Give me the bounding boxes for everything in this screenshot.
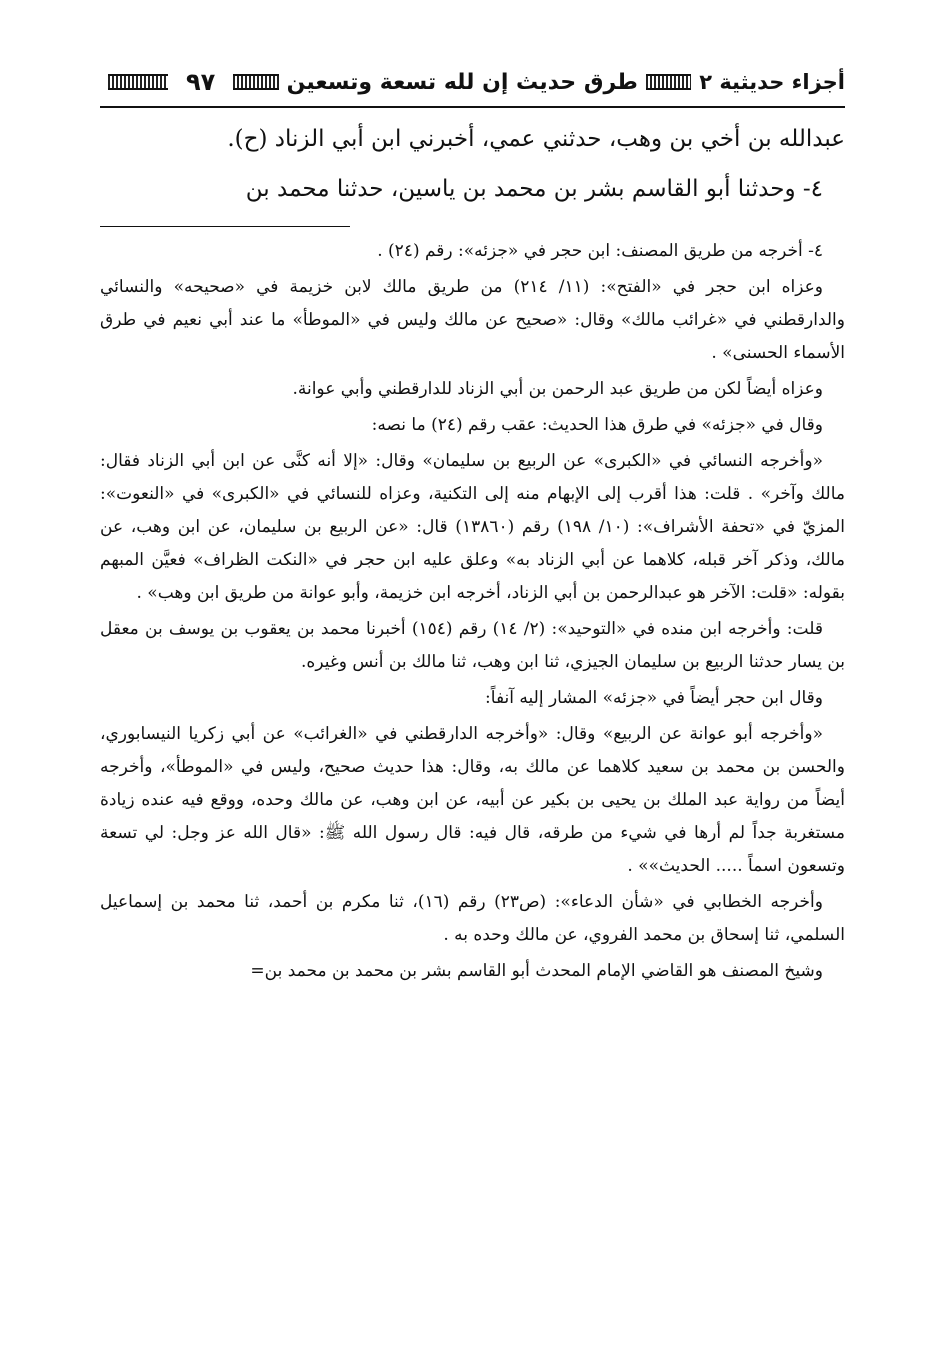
footnote-divider — [100, 226, 350, 227]
footnote-paragraph: «وأخرجه النسائي في «الكبرى» عن الربيع بن سليمان» وقال: «إلا أنه كنَّى عن ابن أبي الزناد فقال: مالك وآخر» . قلت: هذا أقرب إلى الإبهام منه إلى التكنية، وعزاه للنسائي في «الكبرى» في «النعوت»: المزيّ في «تحفة الأشراف»: (١٠/ ١٩٨) رقم (١٣٨٦٠) قال: «عن الربيع بن سليمان، عن ابن وهب، عن مالك، وذكر آخر قبله، كلاهما عن أبي الزناد به» وعلق عليه ابن حجر في «النكت الظراف» فعيَّن المبهم بقوله: «قلت: الآخر هو عبدالرحمن بن أبي الزناد، أخرجه ابن خزيمة، وأبو عوانة من طريق ابن وهب» . — [100, 451, 845, 603]
main-paragraph: ٤- وحدثنا أبو القاسم بشر بن محمد بن ياسين، حدثنا محمد بن — [245, 176, 823, 202]
header-ornament-bar — [233, 74, 278, 90]
book-page — [100, 62, 845, 991]
footnote-paragraph: وقال ابن حجر أيضاً في «جزئه» المشار إليه آنفاً: — [485, 688, 823, 708]
header-ornament-bar — [646, 74, 691, 90]
footnote-paragraph: وأخرجه الخطابي في «شأن الدعاء»: (ص٢٣) رقم (١٦)، ثنا مكرم بن أحمد، ثنا محمد بن إسماعيل السلمي، ثنا إسحاق بن محمد الفروي، عن مالك وحده به . — [100, 892, 845, 945]
footnote-paragraph: وشيخ المصنف هو القاضي الإمام المحدث أبو القاسم بشر بن محمد بن محمد بن= — [250, 961, 823, 981]
footnote-paragraph: «وأخرجه أبو عوانة عن الربيع» وقال: «وأخرجه الدارقطني في «الغرائب» عن أبي زكريا النيسابوري، والحسن بن محمد بن سعيد كلاهما عن مالك به، وقال: هذا حديث صحيح، وليس في «الموطأ»، وأخرجه أيضاً من رواية عبد الملك بن يحيى بن بكير عن أبيه، عن ابن وهب، عن مالك وحده، ووقع فيه عنده زيادة مستغربة جداً لم أرها في شيء من طرقه، قال فيه: قال رسول الله ﷺ: «قال الله عز وجل: لي تسعة وتسعون اسماً ..... الحديث»» . — [100, 724, 845, 876]
footnote-paragraph: وعزاه ابن حجر في «الفتح»: (١١/ ٢١٤) من طريق مالك لابن خزيمة في «صحيحه» والنسائي والدارقطني في «غرائب مالك» وقال: «صحيح عن مالك وليس في «الموطأ» ما عند أبي نعيم في طرق الأسماء الحسنى» . — [100, 277, 845, 363]
footnote-paragraph: ٤- أخرجه من طريق المصنف: ابن حجر في «جزئه»: رقم (٢٤) . — [377, 241, 823, 261]
main-text — [100, 114, 845, 214]
header-ornament-bar — [108, 74, 168, 90]
running-header — [100, 62, 845, 108]
book-title: طرق حديث إن لله تسعة وتسعين — [286, 69, 638, 95]
footnotes — [100, 235, 845, 988]
footnote-paragraph: وعزاه أيضاً لكن من طريق عبد الرحمن بن أبي الزناد للدارقطني وأبي عوانة. — [292, 379, 823, 399]
main-paragraph: عبدالله بن أخي بن وهب، حدثني عمي، أخبرني ابن أبي الزناد (ح). — [227, 126, 845, 152]
page-number: ٩٧ — [185, 68, 216, 96]
footnote-paragraph: قلت: وأخرجه ابن منده في «التوحيد»: (٢/ ١٤) رقم (١٥٤) أخبرنا محمد بن يعقوب بن يوسف بن معقل بن يسار حدثنا الربيع بن سليمان الجيزي، ثنا ابن وهب، ثنا مالك بن أنس وغيره. — [100, 619, 845, 672]
part-title: أجزاء حديثية ٢ — [699, 70, 845, 94]
footnote-paragraph: وقال في «جزئه» في طرق هذا الحديث: عقب رقم (٢٤) ما نصه: — [371, 415, 823, 435]
